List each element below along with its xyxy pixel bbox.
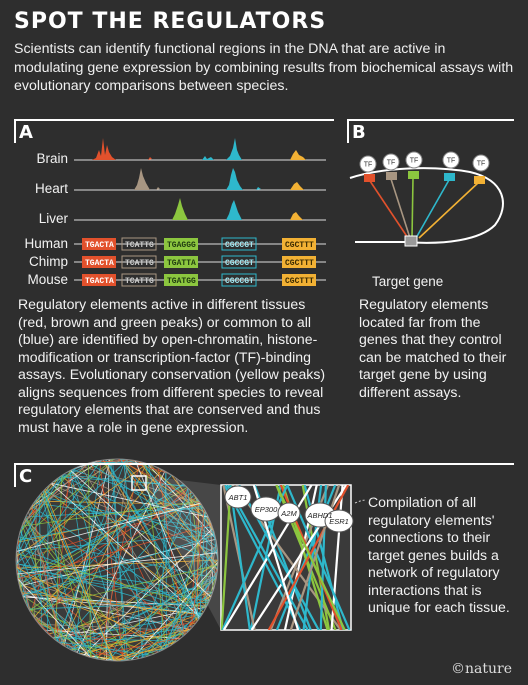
tf-label-1: TF bbox=[363, 161, 373, 169]
tf-label-5: TF bbox=[476, 160, 486, 168]
panel-b-rule bbox=[369, 119, 514, 121]
panel-b-diagram bbox=[350, 152, 503, 246]
seq-mouse-2: TCATTG bbox=[125, 277, 154, 286]
element-brown bbox=[386, 172, 397, 180]
seq-mouse-4: CGCCGT bbox=[225, 277, 254, 286]
track-label-heart: Heart bbox=[34, 181, 68, 196]
liver-peak-green bbox=[172, 198, 188, 220]
brain-peak-red bbox=[92, 138, 116, 160]
intro-text: Scientists can identify functional regions in the DNA that are active in modulating gene expression by combining results from biochemical assays with evolutionary comparisons between species. bbox=[14, 41, 514, 94]
panel-a-label: A bbox=[14, 119, 36, 143]
gene-abhd1: ABHD1 bbox=[307, 511, 333, 520]
target-gene-label: Target gene bbox=[372, 274, 444, 289]
nature-credit: ©nature bbox=[451, 661, 512, 677]
seq-human-1: TGACTA bbox=[85, 241, 114, 250]
tf-label-2: TF bbox=[386, 159, 396, 167]
brain-peak-yellow bbox=[290, 150, 306, 160]
panel-b-label: B bbox=[347, 119, 369, 143]
element-green bbox=[408, 171, 419, 179]
track-label-liver: Liver bbox=[38, 211, 68, 226]
panel-a-description: Regulatory elements active in different tissues (red, brown and green peaks) or common to all (blue) are identified by open-chromatin, histone-modification or transcription-factor (TF)-binding assays. Evolutionary conservation (yellow peaks) aligns sequences from different species to reveal regulatory elements that are conserved and thus must have a role in gene expression. bbox=[18, 296, 326, 435]
seq-human-5: CGCTTT bbox=[285, 241, 314, 250]
liver-peak-blue bbox=[226, 200, 242, 220]
panel-c-rule bbox=[36, 463, 514, 465]
seq-chimp-3: TGATTA bbox=[167, 259, 196, 268]
seq-human-2: TCATTG bbox=[125, 241, 154, 250]
seq-chimp-4: CGCCGT bbox=[225, 259, 254, 268]
heart-peak-blue bbox=[226, 168, 243, 190]
species-label-human: Human bbox=[24, 236, 68, 251]
page-title: SPOT THE REGULATORS bbox=[14, 9, 327, 34]
seq-human-3: TGAGGG bbox=[167, 241, 196, 250]
seq-mouse-1: TGACTA bbox=[85, 277, 114, 286]
heart-peak-yellow bbox=[290, 182, 304, 190]
seq-chimp-2: TCATTG bbox=[125, 259, 154, 268]
brain-peak-blue-small bbox=[202, 156, 214, 160]
gene-a2m: A2M bbox=[281, 509, 297, 518]
heart-peak-brown bbox=[134, 168, 150, 190]
seq-human-4: CGCCGT bbox=[225, 241, 254, 250]
seq-chimp-5: CGCTTT bbox=[285, 259, 314, 268]
seq-mouse-5: CGCTTT bbox=[285, 277, 314, 286]
seq-chimp-1: TGACTA bbox=[85, 259, 114, 268]
gene-esr1: ESR1 bbox=[329, 517, 349, 526]
tf-label-4: TF bbox=[446, 157, 456, 165]
brain-peak-blue bbox=[226, 138, 242, 160]
element-red bbox=[364, 174, 375, 182]
species-label-chimp: Chimp bbox=[28, 254, 68, 269]
sequence-rows bbox=[74, 238, 326, 286]
panel-c-description: Compilation of all regulatory elements' connections to their target genes builds a network of regulatory interactions that is unique for each tissue. bbox=[368, 494, 510, 615]
callout-line bbox=[355, 500, 366, 503]
element-yellow bbox=[474, 176, 485, 184]
tf-label-3: TF bbox=[409, 157, 419, 165]
species-label-mouse: Mouse bbox=[27, 272, 68, 287]
seq-mouse-3: TGATGG bbox=[167, 277, 196, 286]
gene-abt1: ABT1 bbox=[228, 493, 248, 502]
track-label-brain: Brain bbox=[36, 151, 68, 166]
target-gene-box bbox=[405, 236, 417, 246]
liver-peak-yellow bbox=[290, 212, 303, 220]
panel-c-label: C bbox=[14, 463, 36, 487]
panel-b-description: Regulatory elements located far from the genes that they control can be matched to their target gene by using different assays. bbox=[359, 296, 507, 400]
element-blue bbox=[444, 173, 455, 181]
gene-ep300: EP300 bbox=[254, 505, 278, 514]
